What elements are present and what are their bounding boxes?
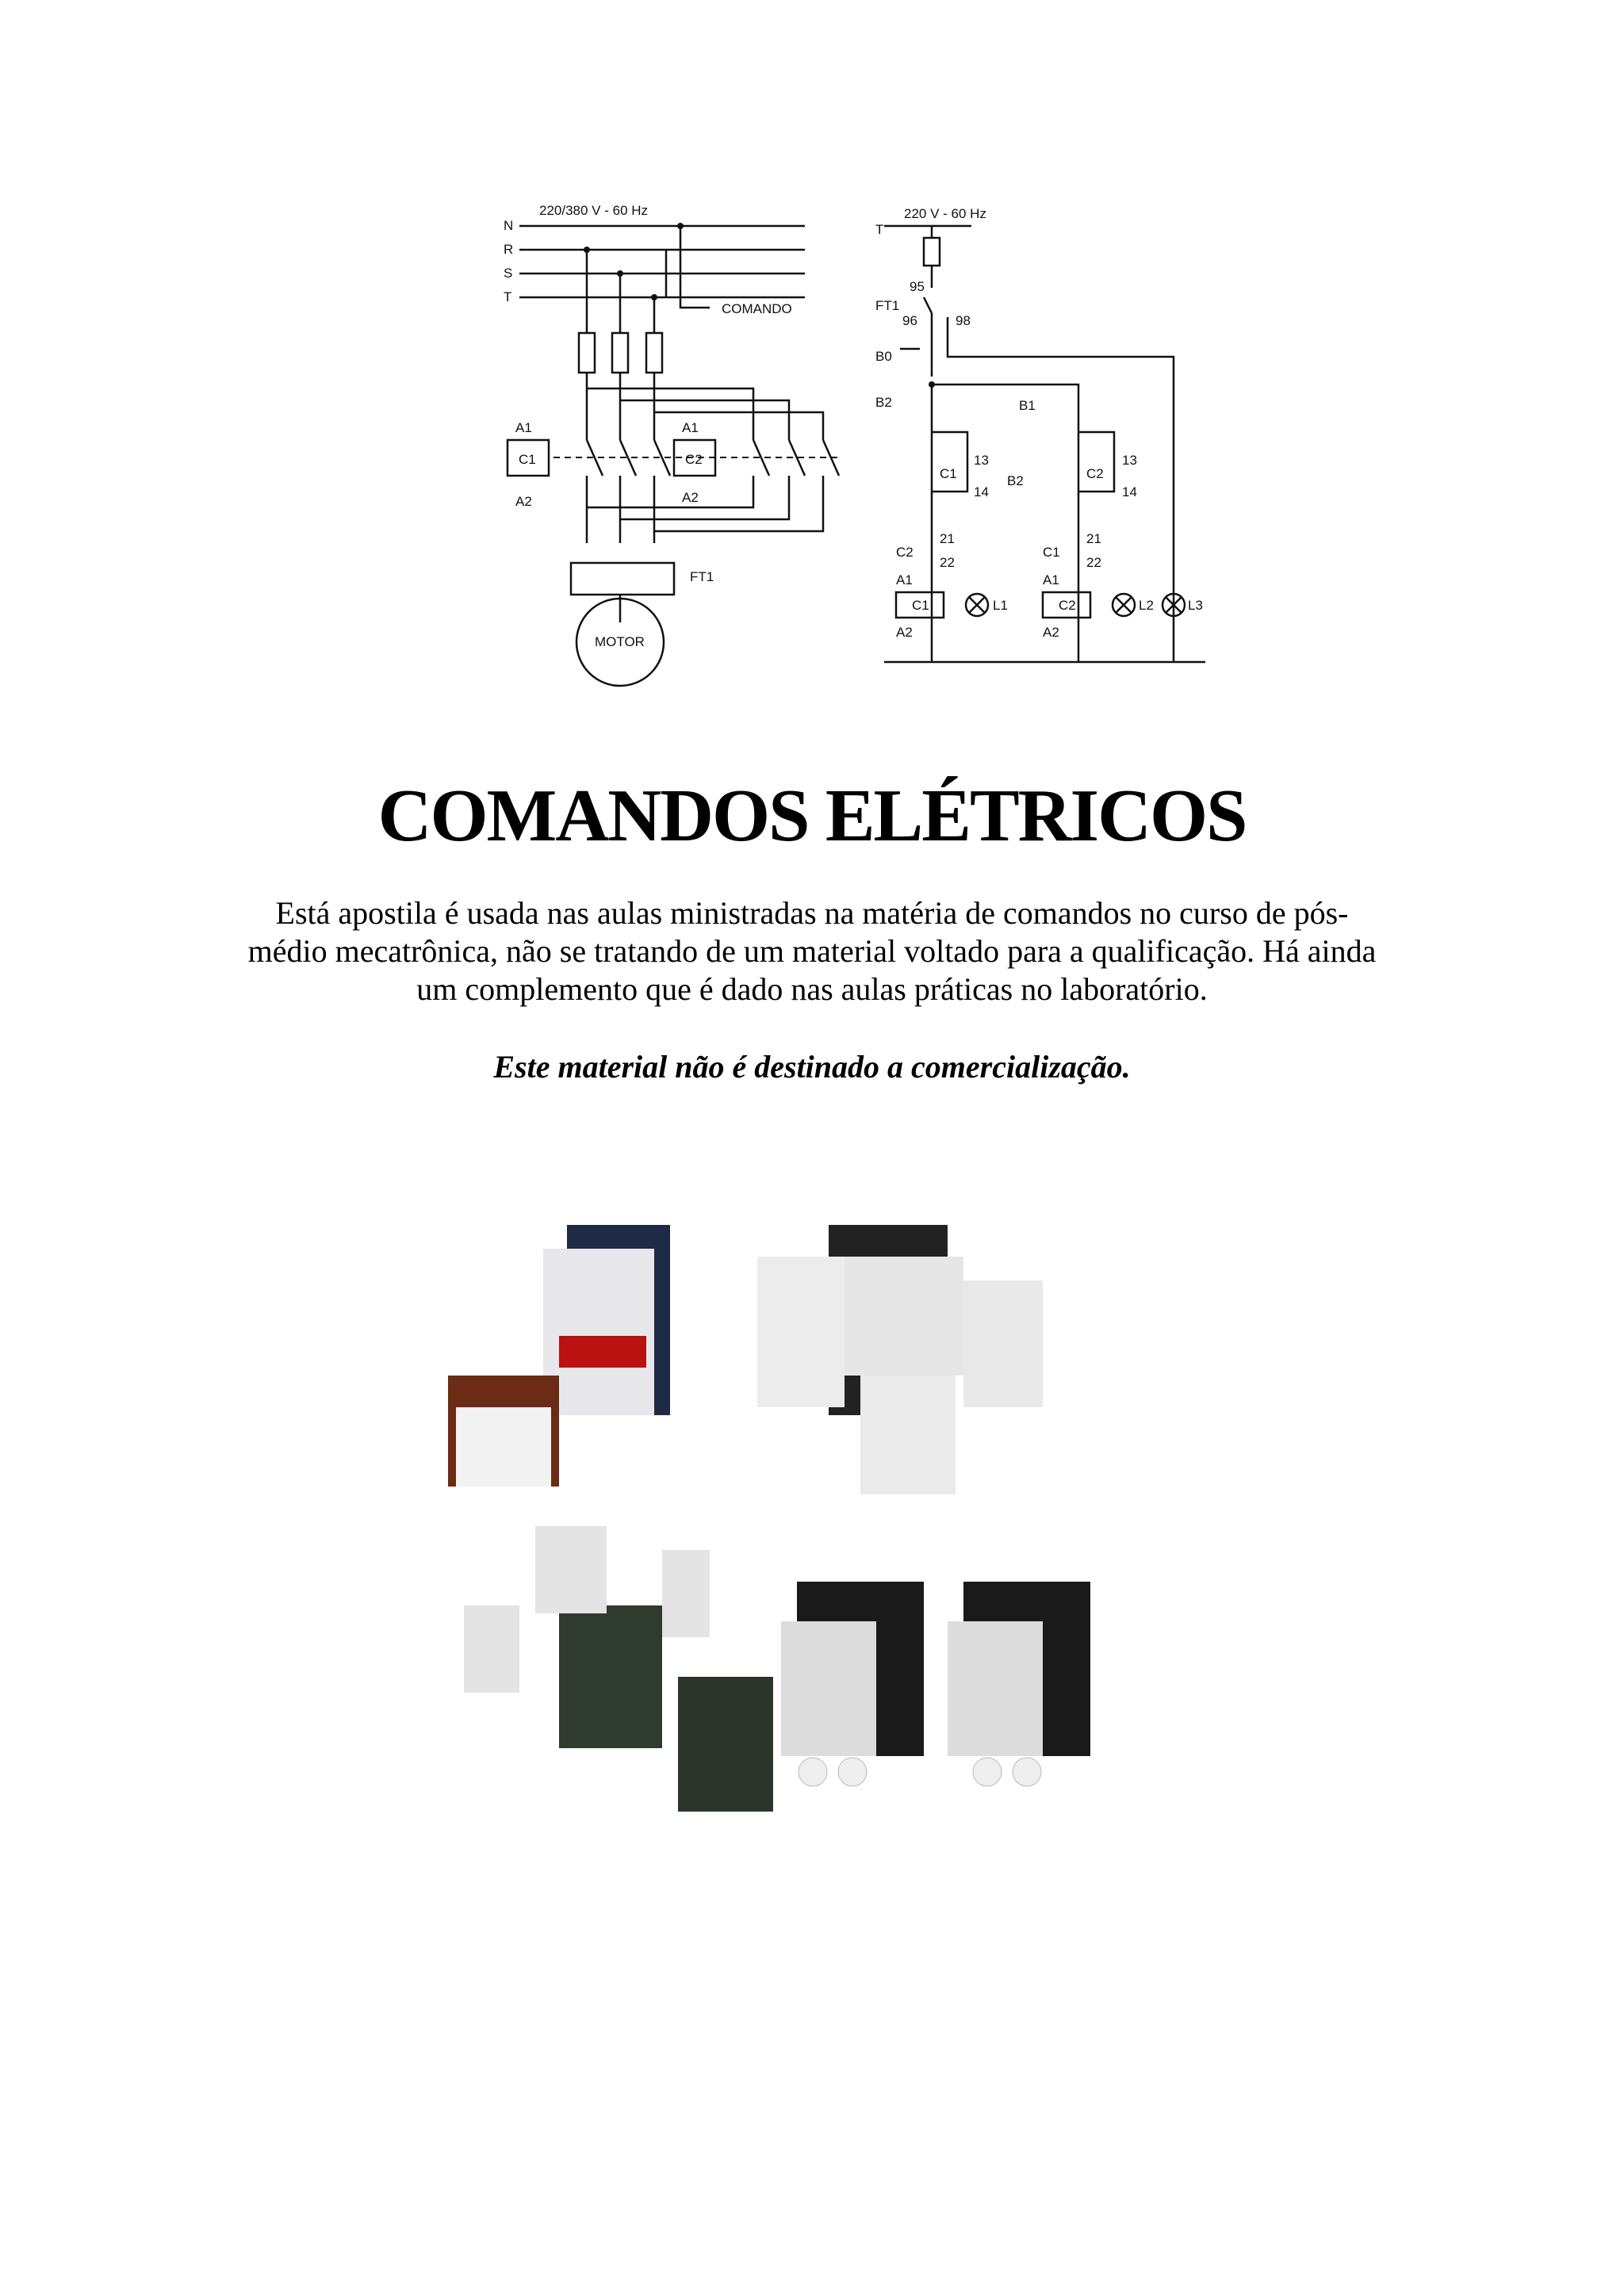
lamp-l2-icon	[1113, 594, 1135, 616]
notice-text: Este material não é destinado a comercialização.	[493, 1049, 1131, 1085]
contact-98-label: 98	[956, 313, 971, 328]
contactors-photo	[440, 1193, 1193, 1827]
c2-a2-control-label: A2	[1043, 625, 1059, 640]
ft1-control-label: FT1	[875, 298, 900, 313]
contactor-photo-1	[448, 1225, 670, 1487]
power-voltage-label: 220/380 V - 60 Hz	[539, 203, 649, 218]
contact-14-c2-label: 14	[1122, 484, 1137, 499]
contact-22-right-label: 22	[1086, 555, 1101, 570]
lamp-l1-label: L1	[993, 598, 1008, 613]
c1-a2-control-label: A2	[896, 625, 913, 640]
contact-95-label: 95	[910, 279, 925, 294]
b2-label: B2	[1007, 473, 1024, 488]
comando-label: COMANDO	[722, 301, 792, 316]
contact-22-left-label: 22	[940, 555, 955, 570]
contact-21-right-label: 21	[1086, 531, 1101, 546]
motor-label: MOTOR	[595, 634, 645, 649]
contactor-photo-2	[757, 1225, 1043, 1494]
contact-14-c1-label: 14	[974, 484, 989, 499]
c2-control-coil-label: C2	[1059, 598, 1076, 613]
c2-a1-label: A1	[682, 420, 699, 435]
ft1-power-label: FT1	[690, 569, 714, 584]
c1-a1-label: A1	[515, 420, 532, 435]
c1-a2-label: A2	[515, 494, 532, 509]
contact-21-left-label: 21	[940, 531, 955, 546]
b1-label: B1	[1019, 398, 1036, 413]
b2-left-label: B2	[875, 395, 892, 410]
phase-s-label: S	[504, 266, 513, 281]
control-phase-label: T	[875, 222, 884, 237]
c2-a1-control-label: A1	[1043, 572, 1059, 587]
c1-aux-label: C1	[940, 466, 957, 481]
phase-r-label: R	[504, 242, 514, 257]
power-circuit	[504, 203, 841, 686]
lamp-l1-icon	[966, 594, 988, 616]
phase-n-label: N	[504, 218, 514, 233]
c1-control-coil-label: C1	[912, 598, 929, 613]
lamp-l2-label: L2	[1139, 598, 1154, 613]
c1-a1-control-label: A1	[896, 572, 913, 587]
description-paragraph: Está apostila é usada nas aulas ministradas na matéria de comandos no curso de pós-médio mecatrônica, não se tratando de um material voltado para a qualificação. Há ainda um complemento que é dado nas aulas práticas no laboratório.	[247, 895, 1377, 1007]
phase-t-label: T	[504, 289, 512, 304]
contactor-photo-4	[781, 1582, 1090, 1786]
c2-coil-label: C2	[685, 452, 703, 467]
contactor-photo-3	[464, 1526, 773, 1812]
c2-interlock-label: C2	[896, 545, 914, 560]
contact-13-c2-label: 13	[1122, 453, 1137, 468]
b0-label: B0	[875, 349, 892, 364]
page-title: COMANDOS ELÉTRICOS	[377, 775, 1247, 857]
control-circuit	[875, 206, 1205, 662]
control-voltage-label: 220 V - 60 Hz	[904, 206, 986, 221]
contact-96-label: 96	[902, 313, 917, 328]
lamp-l3-label: L3	[1188, 598, 1203, 613]
c1-coil-label: C1	[519, 452, 536, 467]
contact-13-c1-label: 13	[974, 453, 989, 468]
electrical-diagram	[492, 202, 1205, 694]
c2-aux-label: C2	[1086, 466, 1104, 481]
c1-interlock-label: C1	[1043, 545, 1060, 560]
c2-a2-label: A2	[682, 490, 699, 505]
